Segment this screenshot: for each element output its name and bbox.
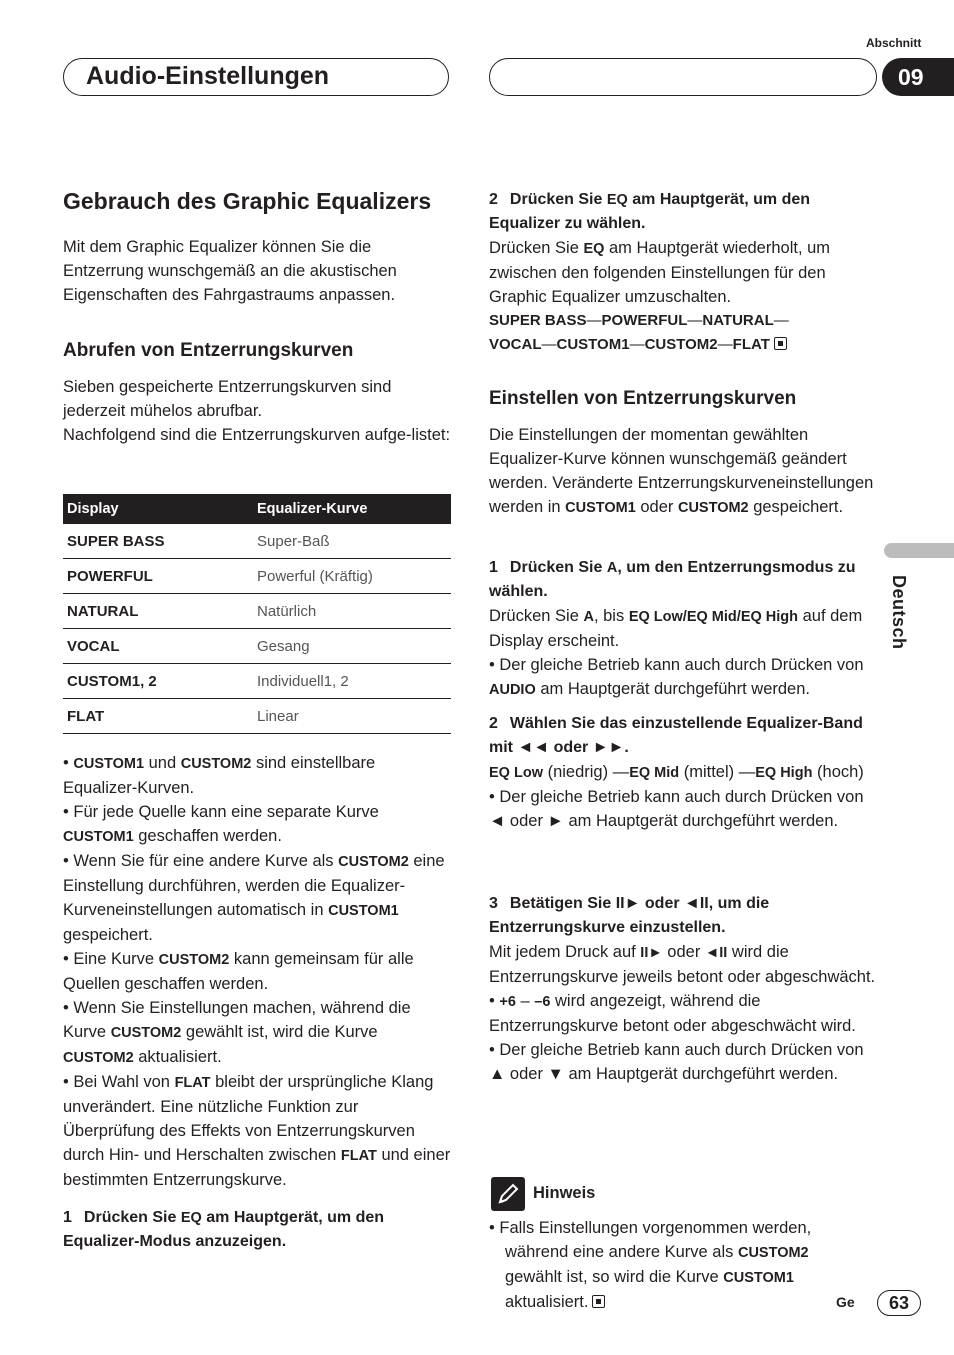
table-cell: FLAT bbox=[63, 699, 253, 734]
table-header-display: Display bbox=[63, 494, 253, 524]
sub-heading: Abrufen von Entzerrungskurven bbox=[63, 340, 354, 361]
section-label: Abschnitt bbox=[866, 36, 922, 50]
table-row bbox=[63, 559, 451, 594]
page-number: 63 bbox=[877, 1290, 921, 1316]
adjust-step-1: 1 Drücken Sie A, um den Entzerrungsmodus zu wählen. Drücken Sie A, bis EQ Low/EQ Mid/EQ High auf dem Display erscheint. • Der gleiche Betrieb kann auch durch Drücken von AUDIO am Hauptgerät durchgeführt werden. bbox=[489, 556, 879, 702]
step-2-select-eq: 2 Drücken Sie EQ am Hauptgerät, um den Equalizer zu wählen. Drücken Sie EQ am Hauptgerät wiederholt, um zwischen den folgenden Einstellungen für den Graphic Equalizer umzuschalten. SUPER BASS—POWERFUL—NATURAL— VOCAL—CUSTOM1—CUSTOM2—FLAT bbox=[489, 188, 879, 357]
sub-heading-adjust: Einstellen von Entzerrungskurven bbox=[489, 388, 797, 409]
page-title: Audio-Einstellungen bbox=[86, 62, 330, 90]
footer-language: Ge bbox=[836, 1294, 855, 1310]
step-1-eq-mode: 1 Drücken Sie EQ am Hauptgerät, um den Equalizer-Modus anzuzeigen. bbox=[63, 1209, 385, 1250]
table-header-curve: Equalizer-Kurve bbox=[253, 494, 451, 524]
list-item: • +6 – –6 wird angezeigt, während die Entzerrungskurve betont oder abgeschwächt wird. bbox=[489, 992, 856, 1035]
table-cell: CUSTOM1, 2 bbox=[63, 664, 253, 699]
list-item: • Wenn Sie Einstellungen machen, während die Kurve CUSTOM2 gewählt ist, wird die Kurve CUSTOM2 aktualisiert. bbox=[63, 999, 411, 1066]
table-cell: Powerful (Kräftig) bbox=[253, 559, 451, 594]
table-cell: Super-Baß bbox=[253, 524, 451, 559]
eq-curve-table bbox=[63, 494, 451, 734]
list-item: • Für jede Quelle kann eine separate Kurve CUSTOM1 geschaffen werden. bbox=[63, 803, 379, 845]
table-row bbox=[63, 664, 451, 699]
table-row bbox=[63, 699, 451, 734]
sub-intro-line-2: Nachfolgend sind die Entzerrungskurven aufge-listet: bbox=[63, 426, 451, 444]
list-item: • CUSTOM1 und CUSTOM2 sind einstellbare Equalizer-Kurven. bbox=[63, 754, 376, 797]
list-item: • Der gleiche Betrieb kann auch durch Drücken von AUDIO am Hauptgerät durchgeführt werden. bbox=[489, 656, 864, 698]
page-title-frame bbox=[63, 58, 449, 96]
list-item: • Eine Kurve CUSTOM2 kann gemeinsam für alle Quellen geschaffen werden. bbox=[63, 950, 414, 993]
eq-cycle-sequence: SUPER BASS—POWERFUL—NATURAL— VOCAL—CUSTOM1—CUSTOM2—FLAT bbox=[489, 312, 789, 353]
adjust-step-2: 2 Wählen Sie das einzustellende Equalizer-Band mit ◄◄ oder ►►. EQ Low (niedrig) —EQ Mid (mittel) —EQ High (hoch) • Der gleiche Betrieb kann auch durch Drücken von ◄ oder ► am Hauptgerät durchgeführt werden. bbox=[489, 712, 879, 833]
list-item: • Bei Wahl von FLAT bleibt der ursprüngliche Klang unverändert. Eine nützliche Funktion zur Überprüfung des Effekts von Entzerrungskurven durch Hin- und Herschalten zwischen FLAT und einer bestimmten Entzerrungskurve. bbox=[63, 1073, 451, 1189]
section-heading: Gebrauch des Graphic Equalizers bbox=[63, 188, 432, 214]
language-tab bbox=[884, 543, 954, 558]
table-cell: VOCAL bbox=[63, 629, 253, 664]
table-cell: Gesang bbox=[253, 629, 451, 664]
note-title: Hinweis bbox=[533, 1184, 596, 1202]
table-cell: Natürlich bbox=[253, 594, 451, 629]
adjust-intro: Die Einstellungen der momentan gewählten Equalizer-Kurve können wunschgemäß geändert werden. Veränderte Entzerrungskurveneinstellungen werden in CUSTOM1 oder CUSTOM2 gespeichert. bbox=[489, 426, 874, 516]
language-label: Deutsch bbox=[889, 575, 909, 650]
end-of-section-icon bbox=[592, 1295, 605, 1308]
eq-table-wrap bbox=[63, 494, 451, 734]
sub-intro-line-1: Sieben gespeicherte Entzerrungskurven sind jederzeit mühelos abrufbar. bbox=[63, 378, 392, 420]
list-item: • Der gleiche Betrieb kann auch durch Drücken von ▲ oder ▼ am Hauptgerät durchgeführt werden. bbox=[489, 1041, 864, 1083]
table-cell: Linear bbox=[253, 699, 451, 734]
table-row bbox=[63, 524, 451, 559]
list-item: • Falls Einstellungen vorgenommen werden, während eine andere Kurve als CUSTOM2 gewählt ist, so wird die Kurve CUSTOM1 aktualisiert. bbox=[489, 1219, 812, 1311]
table-cell: Individuell1, 2 bbox=[253, 664, 451, 699]
step-2-body: Drücken Sie EQ am Hauptgerät wiederholt, um zwischen den folgenden Einstellungen für den Graphic Equalizer umzuschalten. bbox=[489, 239, 831, 306]
table-cell: SUPER BASS bbox=[63, 524, 253, 559]
table-cell: NATURAL bbox=[63, 594, 253, 629]
end-of-section-icon bbox=[774, 337, 787, 350]
note-pencil-icon bbox=[491, 1177, 525, 1211]
table-header-row bbox=[63, 494, 451, 524]
intro-paragraph: Mit dem Graphic Equalizer können Sie die Entzerrung wunschgemäß an die akustischen Eigenschaften des Fahrgastraums anpassen. bbox=[63, 238, 397, 304]
table-row bbox=[63, 594, 451, 629]
table-row bbox=[63, 629, 451, 664]
adjust-step-3: 3 Betätigen Sie II► oder ◄II, um die Entzerrungskurve einzustellen. Mit jedem Druck auf II► oder ◄II wird die Entzerrungskurve jeweils betont oder abgeschwächt. • +6 – –6 wird angezeigt, während die Entzerrungskurve betont oder abgeschwächt wird. • Der gleiche Betrieb kann auch durch Drücken von ▲ oder ▼ am Hauptgerät durchgeführt werden. bbox=[489, 892, 879, 1086]
list-item: • Der gleiche Betrieb kann auch durch Drücken von ◄ oder ► am Hauptgerät durchgeführt werden. bbox=[489, 788, 864, 830]
sub-intro bbox=[63, 375, 451, 447]
bullet-list bbox=[63, 751, 451, 1192]
note-body bbox=[489, 1216, 859, 1314]
header-blank-frame bbox=[489, 58, 877, 96]
list-item: • Wenn Sie für eine andere Kurve als CUSTOM2 eine Einstellung durchführen, werden die Equalizer-Kurveneinstellungen automatisch in CUSTOM1 gespeichert. bbox=[63, 852, 445, 944]
section-number-badge: 09 bbox=[882, 58, 954, 96]
table-cell: POWERFUL bbox=[63, 559, 253, 594]
